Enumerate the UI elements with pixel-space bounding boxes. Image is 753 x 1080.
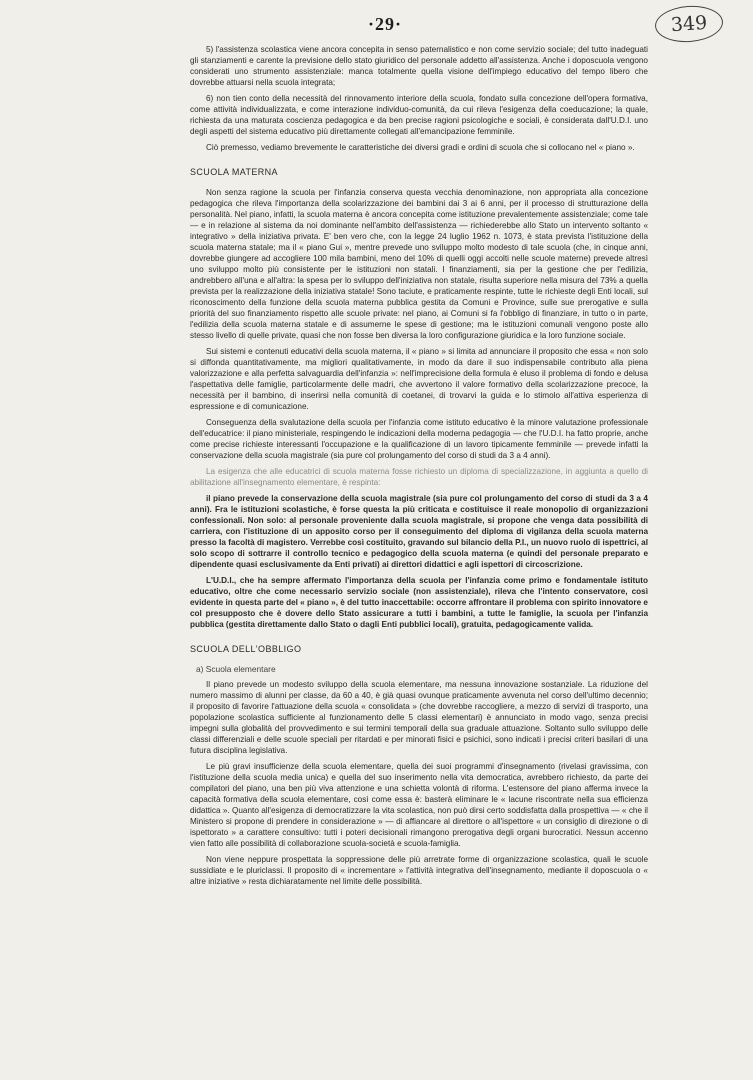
section-heading-obbligo: SCUOLA DELL'OBBLIGO [190, 644, 302, 654]
subsection-heading-elementare: a) Scuola elementare [196, 664, 276, 674]
paragraph-faded: La esigenza che alle educatrici di scuola materna fosse richiesto un diploma di specializzazione, in aggiunta a quello di abilitazione all'insegnamento elementare, è respinta: [190, 467, 648, 487]
paragraph: 5) l'assistenza scolastica viene ancora concepita in senso paternalistico e non come servizio sociale; del tutto inadeguati gli stanziamenti e carente la previsione dello stato giuridico del personale addetto all'assistenza. Anche i doposcuola vengono considerati uno strumento assistenziale: manca totalmente quella visione dell'impiego educativo del tempo libero che dovrebbe attuarsi nella scuola integrata; [190, 45, 648, 87]
paragraph-bold: L'U.D.I., che ha sempre affermato l'importanza della scuola per l'infanzia come primo e fondamentale istituto educativo, oltre che come necessario servizio sociale (non assistenziale), rileva che l'intento conservatore, così evidente in questa parte del « piano », è del tutto inaccettabile: occorre affrontare il problema con spirito innovatore e col presupposto che è dovere dello Stato assicurare a tutti i bambini, a tutte le famiglie, la scuola per l'infanzia pubblica (gestita direttamente dallo Stato o dagli Enti pubblici locali), gratuita, pedagogicamente valida. [190, 576, 648, 629]
paragraph: Non senza ragione la scuola per l'infanzia conserva questa vecchia denominazione, non appropriata alla concezione pedagogica che rileva l'importanza della scolarizzazione dei bambini dai 3 ai 6 anni, per il processo di strutturazione della personalità. Nel piano, infatti, la scuola materna è ancora concepita come istituzione prevalentemente assistenziale; come tale — e in relazione al sistema da noi dominante nell'ambito dell'assistenza — richiederebbe allo Stato un intervento soltanto « integrativo » della iniziativa privata. E' ben vero che, con la legge 24 luglio 1962 n. 1073, è stata prevista l'istituzione della scuola materna statale; ma il « piano Gui », mentre prevede uno sviluppo molto modesto di tale scuola (che, in cinque anni, dovrebbe giungere ad accogliere 100 mila bambini, meno del 10% di quelli oggi accolti nelle scuole materne) prevede altresì uno sviluppo molto più consistente per le istituzioni non statali. I finanziamenti, sia per la gestione che per l'edilizia, andrebbero all'una e all'altra: la spesa per lo sviluppo dell'iniziativa non statale, risulta superiore nella misura del 73% a quella prevista per la realizzazione della iniziativa statale! Sono taciute, e praticamente respinte, tutte le richieste degli Enti locali, sul riconoscimento della funzione della scuola materna pubblica gestita da Comuni e Province, sulle sue prerogative e sulla priorità del suo finanziamento rispetto alle scuole private: nel piano, ai Comuni si fa l'obbligo di finanziare, in tutto o in parte, l'edilizia della scuola materna statale e di assumerne le spese di gestione; ma le istituzioni comunali vengono poste allo stesso livello di quelle private, quasi che non fosse ben diversa la loro configurazione giuridica e la loro funzione sociale. [190, 188, 648, 340]
paragraph: Le più gravi insufficienze della scuola elementare, quella dei suoi programmi d'insegnamento (rivelasi gravissima, con l'istituzione della scuola media unica) e quella del suo inserimento nella vita democratica, avrebbero richiesto, da parte dei compilatori del piano, una ben più viva attenzione e una schietta volontà di riforma. L'estensore del piano afferma invece la capacità formativa della scuola elementare, così come essa è: basterà eliminare le « lacune riscontrate nella sua efficienza didattica ». Quanto all'esigenza di democratizzare la vita scolastica, non può dirsi certo soddisfatta dalla prospettiva — « che il Ministero si propone di prendere in considerazione » — di affiancare al direttore o all'ispettore « un consiglio di direzione o di ispettorato » a carattere consultivo: tutti i poteri decisionali rimangono prerogativa degli organi burocratici. Nessun accenno vien fatto alle possibilità di collaborazione scuola-società e scuola-famiglia. [190, 762, 648, 848]
paragraph-bold: il piano prevede la conservazione della scuola magistrale (sia pure col prolungamento del corso di studi da 3 a 4 anni). Fra le istituzioni scolastiche, è forse questa la più criticata e costituisce il reale monopolio di organizzazioni confessionali. Non solo: al personale proveniente dalla scuola magistrale, si propone che venga data possibilità di carriera, con l'istituzione di un apposito corso per il conseguimento del diploma di vigilanza della scuola materna presso la facoltà di magistero. Verrebbe così costituito, gravando sul bilancio della P.I., un nuovo ruolo di ispettrici, al solo scopo di sottrarre il controllo tecnico e pedagogico della scuola materna (e quindi del personale preparato e dipendente quasi esclusivamente da Enti privati) ai direttori didattici e agli ispettori di circoscrizione. [190, 494, 648, 569]
section-heading-materna: SCUOLA MATERNA [190, 167, 278, 177]
page-number: ·29· [368, 14, 403, 34]
paragraph: Non viene neppure prospettata la soppressione delle più arretrate forme di organizzazione scolastica, quali le scuole sussidiate e le pluriclassi. Il proposito di « incrementare » l'attività integrativa dell'insegnamento, mediante il doposcuola o « altre iniziative » resta dichiaratamente nel limite delle possibilità. [190, 855, 648, 886]
paragraph: Il piano prevede un modesto sviluppo della scuola elementare, ma nessuna innovazione sostanziale. La riduzione del numero massimo di alunni per classe, da 60 a 40, è già quasi ovunque praticamente avvenuta nel corso dell'ultimo decennio; il proposito di favorire l'attuazione della scuola « consolidata » (che dovrebbe raccogliere, a mezzo di servizi di trasporto, una popolazione scolastica sufficiente al funzionamento delle 5 classi elementari) è annunciato in modo vago, senza precisi impegni sulla globalità del provvedimento e sui termini temporali della sua graduale attuazione. Soltanto sullo sviluppo delle classi differenziali e delle scuole speciali per ritardati e per minorati fisici e psichici, sono indicati i precisi criteri basilari di una futura disciplina legislativa. [190, 680, 648, 755]
paragraph: Sui sistemi e contenuti educativi della scuola materna, il « piano » si limita ad annunciare il proposito che essa « non solo si diffonda quantitativamente, ma migliori qualitativamente, in modo da dare il suo indispensabile contributo alla piena valorizzazione e alla perfetta salvaguardia dell'infanzia »: nell'imprecisione della formula è eluso il problema di fondo e delusa l'aspettativa delle famiglie, particolarmente delle madri, che avvertono il valore formativo della scolarizzazione precoce, la necessità per il bambino, di inserirsi nella comunità di coetanei, di trovarvi la guida e lo stimolo all'attiva esperienza di espressione e di comunicazione. [190, 347, 648, 411]
archive-number-stamp: 349 [654, 4, 724, 45]
paragraph: Conseguenza della svalutazione della scuola per l'infanzia come istituto educativo è la minore valutazione professionale dell'educatrice: il piano ministeriale, respingendo le indicazioni della moderna pedagogia — che l'U.D.I. ha fatto proprie, anche come precise richieste interessanti l'occupazione e la qualificazione di un lavoro tipicamente femminile — prevede infatti la conservazione della scuola magistrale (sia pure col prolungamento del corso di studi da 3 a 4 anni). [190, 418, 648, 460]
paragraph: 6) non tien conto della necessità del rinnovamento interiore della scuola, fondato sulla concezione dell'opera formativa, come attività individualizzata, e come interazione individuo-comunità, da cui rileva l'esigenza della coeducazione; la quale, richiesta da una maturata coscienza pedagogica e da ben precise ragioni psicologiche e sociali, è considerata dall'U.D.I. uno degli aspetti del sistema educativo più direttamente collegati all'emancipazione femminile. [190, 94, 648, 136]
paragraph: Ciò premesso, vediamo brevemente le caratteristiche dei diversi gradi e ordini di scuola che si collocano nel « piano ». [206, 143, 635, 152]
document-body [190, 44, 648, 892]
